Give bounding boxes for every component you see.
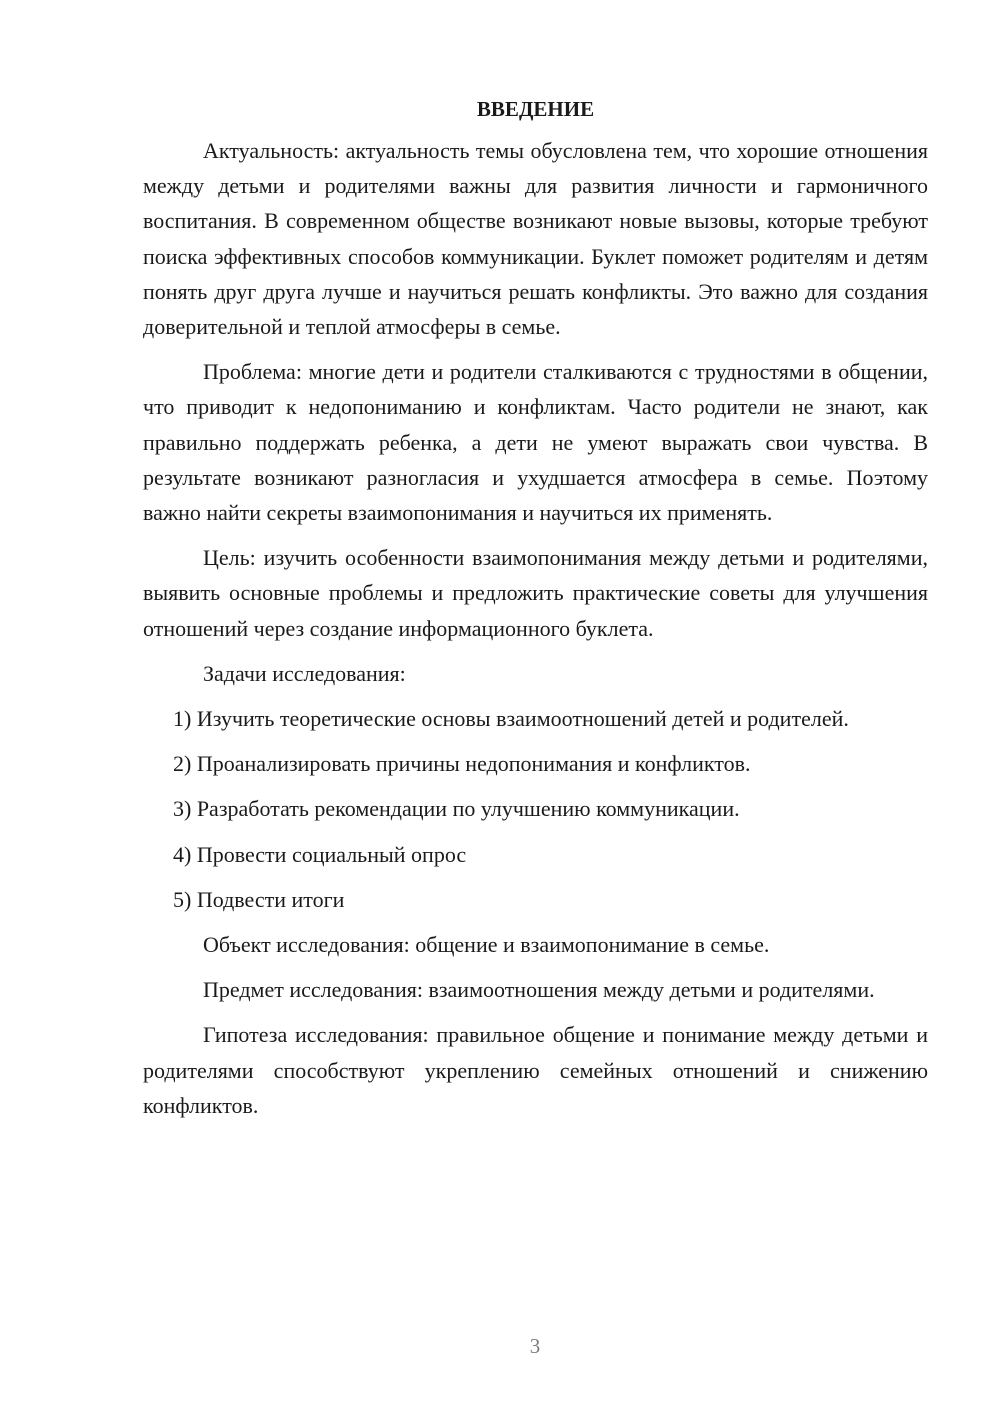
paragraph-relevance: Актуальность: актуальность темы обусловлена тем, что хорошие отношения между детьми и родителями важны для развития личности и гармоничного воспитания. В современном обществе возникают новые вызовы, которые требуют поиска эффективных способов коммуникации. Буклет поможет родителям и детям понять друг друга лучше и научиться решать конфликты. Это важно для создания доверительной и теплой атмосферы в семье. — [143, 138, 928, 340]
paragraph-problem: Проблема: многие дети и родители сталкиваются с трудностями в общении, что приводит к недопониманию и конфликтам. Часто родители не знают, как правильно поддержать ребенка, а дети не умеют выражать свои чувства. В результате возникают разногласия и ухудшается атмосфера в семье. Поэтому важно найти секреты взаимопонимания и научиться их применять. — [143, 359, 928, 526]
task-item: 1) Изучить теоретические основы взаимоотношений детей и родителей. — [173, 706, 849, 732]
paragraph-subject: Предмет исследования: взаимоотношения между детьми и родителями. — [203, 977, 875, 1003]
paragraph-object: Объект исследования: общение и взаимопонимание в семье. — [203, 932, 770, 958]
task-list — [143, 701, 928, 917]
tasks-heading: Задачи исследования: — [203, 660, 406, 686]
task-item: 4) Провести социальный опрос — [173, 841, 467, 867]
page-content — [143, 92, 928, 1133]
page-number: 3 — [529, 1334, 541, 1358]
paragraph-goal: Цель: изучить особенности взаимопонимания между детьми и родителями, выявить основные проблемы и предложить практические советы для улучшения отношений через создание информационного буклета. — [143, 545, 928, 641]
page-title: ВВЕДЕНИЕ — [476, 97, 595, 121]
paragraph-hypothesis: Гипотеза исследования: правильное общение и понимание между детьми и родителями способствуют укреплению семейных отношений и снижению конфликтов. — [143, 1022, 928, 1118]
task-item: 3) Разработать рекомендации по улучшению коммуникации. — [173, 796, 740, 822]
task-item: 2) Проанализировать причины недопонимания и конфликтов. — [173, 751, 751, 777]
task-item: 5) Подвести итоги — [173, 886, 345, 912]
